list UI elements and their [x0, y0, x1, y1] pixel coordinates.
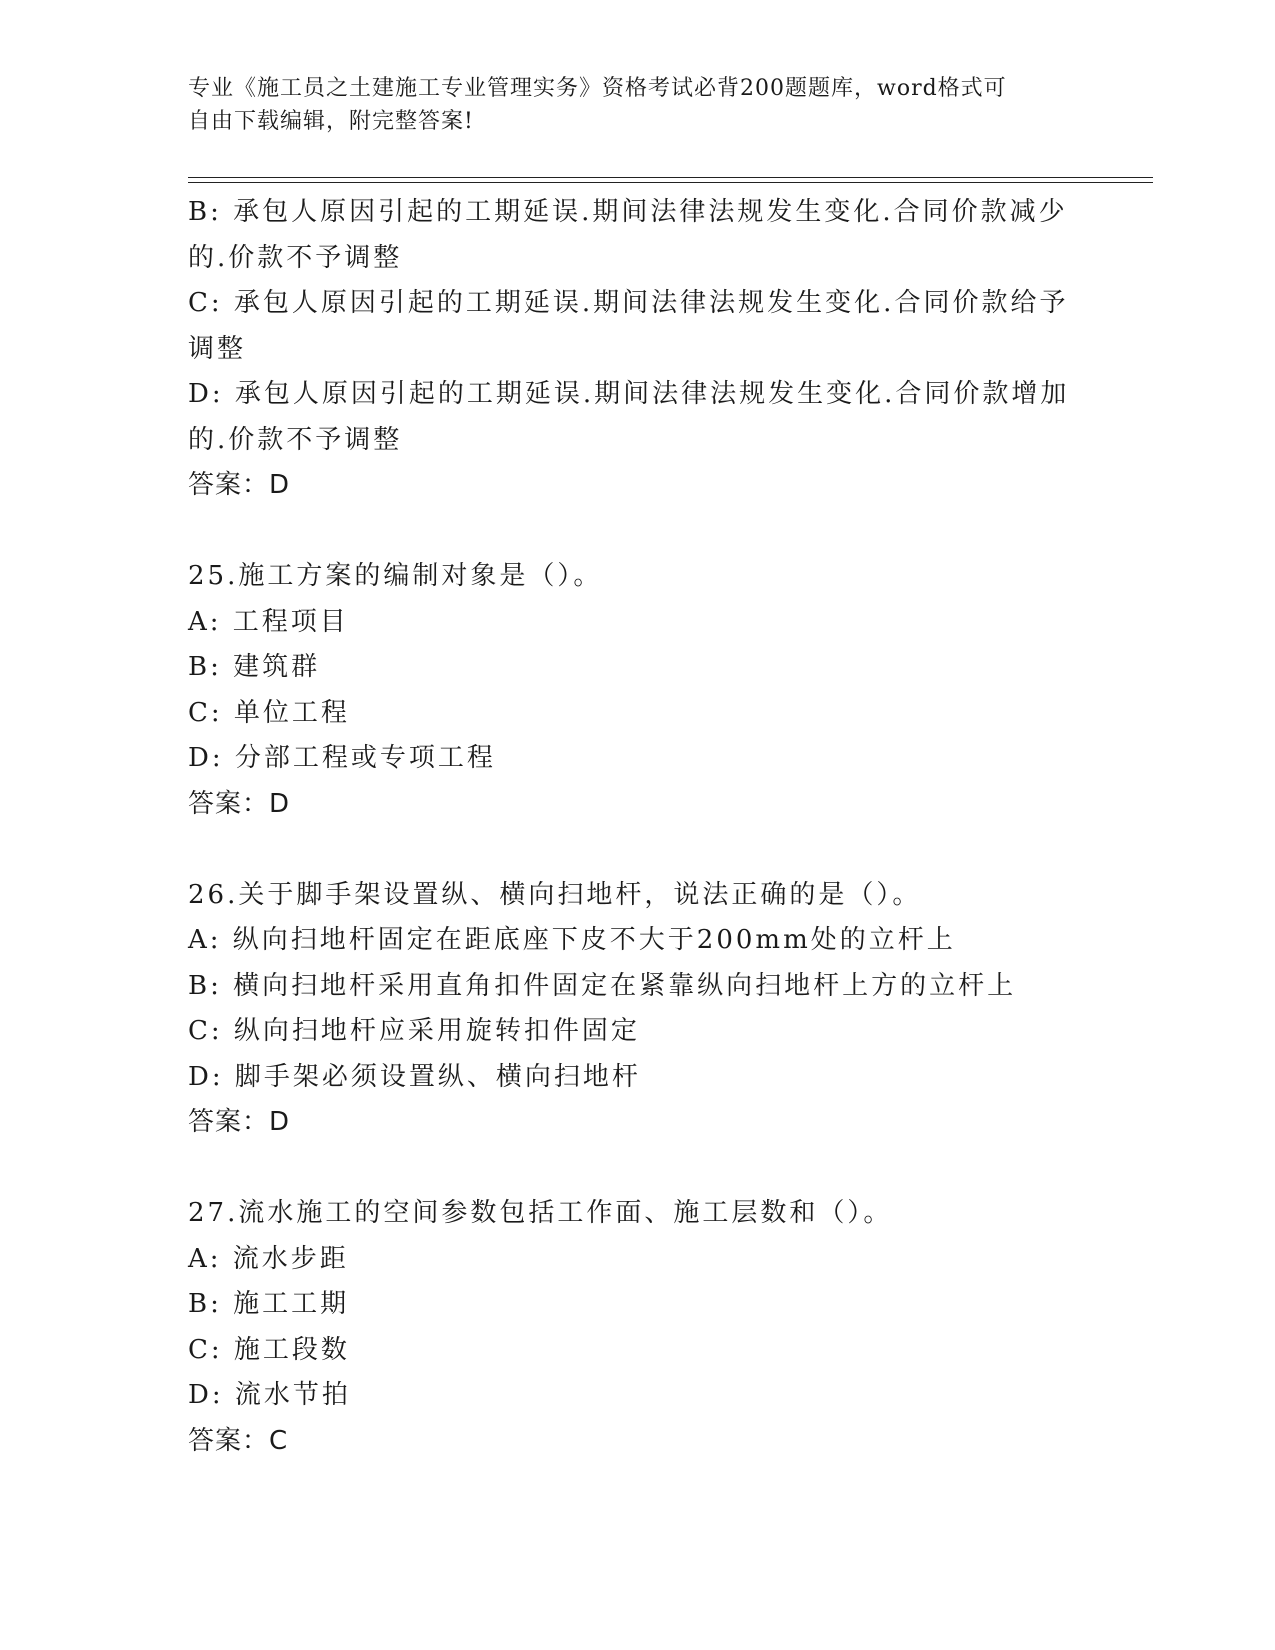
option-d: D: 分部工程或专项工程 — [188, 743, 496, 773]
option-c: C: 纵向扫地杆应采用旋转扣件固定 — [188, 1016, 640, 1046]
option-c-line-2: 调整 — [188, 333, 247, 364]
option-a: A: 流水步距 — [188, 1243, 349, 1274]
option-c: C: 单位工程 — [188, 697, 350, 728]
option-b: B: 施工工期 — [188, 1289, 350, 1319]
question-stem: 27.流水施工的空间参数包括工作面、施工层数和（）。 — [188, 1198, 893, 1228]
document-header — [188, 72, 1068, 138]
header-divider-bottom — [188, 182, 1153, 183]
option-b-line-1: B: 承包人原因引起的工期延误.期间法律法规发生变化.合同价款减少 — [188, 197, 1068, 227]
spacer — [188, 827, 1088, 873]
option-d: D: 脚手架必须设置纵、横向扫地杆 — [188, 1061, 641, 1092]
previous-question — [188, 190, 1088, 509]
answer-line: 答案：D — [188, 470, 291, 500]
option-d-line-2: 的.价款不予调整 — [188, 424, 403, 455]
option-a: A: 工程项目 — [188, 606, 349, 637]
spacer — [188, 1146, 1088, 1192]
question-list — [188, 190, 1088, 1464]
answer-line: 答案：D — [188, 1107, 291, 1137]
option-b-line-2: 的.价款不予调整 — [188, 242, 403, 273]
answer-line: 答案：D — [188, 788, 291, 819]
question-stem: 25.施工方案的编制对象是（）。 — [188, 561, 603, 591]
spacer — [188, 509, 1088, 555]
question-25 — [188, 554, 1088, 827]
header-line-1: 专业《施工员之土建施工专业管理实务》资格考试必背200题题库，word格式可 — [188, 76, 1007, 101]
option-c: C: 施工段数 — [188, 1334, 350, 1365]
answer-line: 答案：C — [188, 1425, 289, 1456]
option-d-line-1: D: 承包人原因引起的工期延误.期间法律法规发生变化.合同价款增加 — [188, 379, 1070, 409]
option-b: B: 建筑群 — [188, 652, 321, 682]
option-b: B: 横向扫地杆采用直角扣件固定在紧靠纵向扫地杆上方的立杆上 — [188, 970, 1017, 1001]
header-line-2: 自由下载编辑，附完整答案! — [188, 109, 474, 134]
question-27 — [188, 1191, 1088, 1464]
option-d: D: 流水节拍 — [188, 1380, 351, 1410]
option-c-line-1: C: 承包人原因引起的工期延误.期间法律法规发生变化.合同价款给予 — [188, 288, 1069, 318]
header-divider-top — [188, 177, 1153, 178]
option-a: A: 纵向扫地杆固定在距底座下皮不大于200mm处的立杆上 — [188, 925, 956, 955]
question-26 — [188, 873, 1088, 1146]
question-stem: 26.关于脚手架设置纵、横向扫地杆，说法正确的是（）。 — [188, 879, 922, 910]
